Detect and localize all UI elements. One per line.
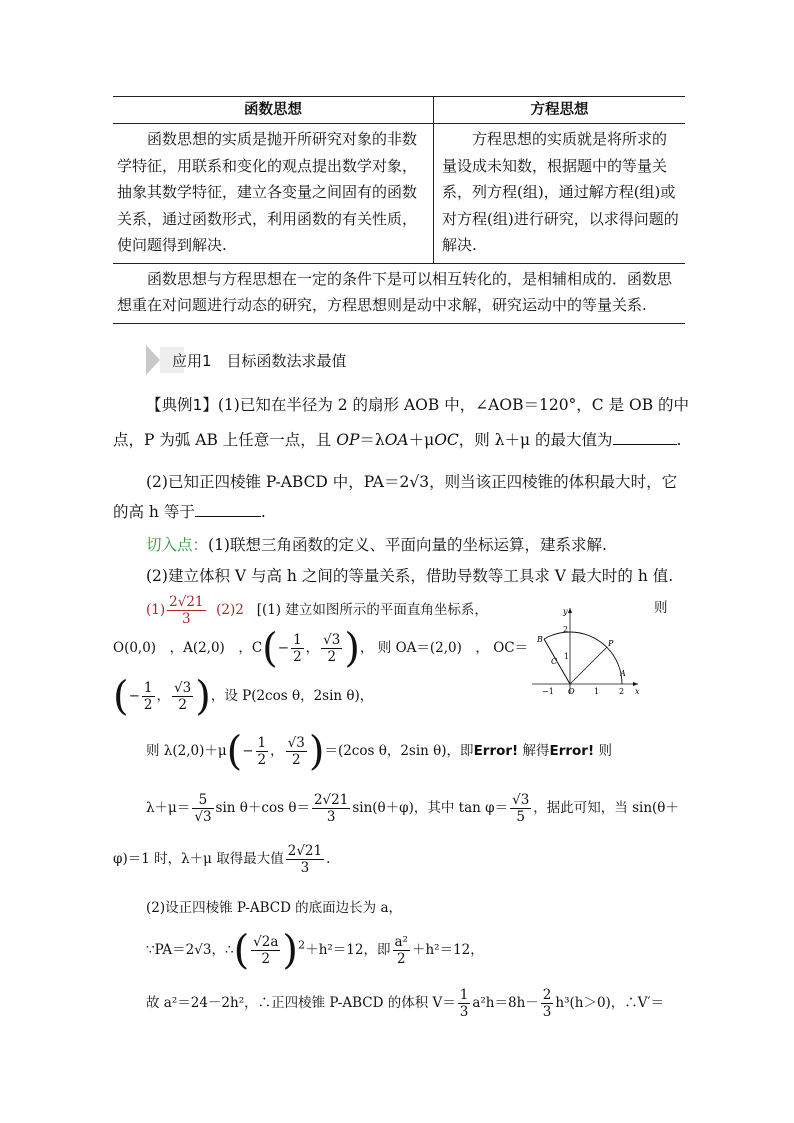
svg-text:y: y bbox=[563, 607, 568, 616]
segment-op bbox=[570, 647, 607, 684]
table-cell-equation: 方程思想的实质就是将所求的量设成未知数，根据题中的等量关系，列方程(组)，通过解方程(组)或对方程(组)进行研究，以求得问题的解决. bbox=[442, 130, 679, 254]
hint-label: 切入点： bbox=[146, 536, 209, 554]
page: 函数思想 方程思想 函数思想的实质是抛开所研究对象的非数学特征，用联系和变化的观点提出数学对象，抽象其数学特征，建立各变量之间固有的函数关系，通过函数形式，利用函数的有关性质，使问题得到解决. 方程思想的实质就是将所求的量设成未知数，根据题中的等量关系，列方程(组)，通过解方程(组)或对方程(组)进行研究，以求得问题的解决. 函数思想与方程思想在一定的条件下是可以相互转化的，是相辅相成的．函数思想重在对问题进行动态的研究，方程思想则是动中求解，研究运动中的等量关系. 应用1 目标函数法求最值 【典例1】(1)已知在半径为 2 的扇形 AOB 中，∠AOB＝120°，C 是 OB 的中 点，P 为弧 AB 上任意一点，且 OP＝λOA＋μOC，则 λ＋μ 的最大值为 . (2)已知正四棱锥 P-ABCD 中，PA＝2√3，则当该正四棱锥的体积最大时，它 的高 h 等于 . 切入点：(1)联想三角函数的定义、平面向量的坐标运算，建系求解. (2)建立体积 V 与高 h 之间的等量关系，借助导数等工具求 V 最大时的 h 值. (1) $\frac{2√21}{3}$ (2)2 [(1) 建立如图所示的平面直角坐标系， 则 O(0,0) ，A(2,0) ，C(− $\frac{1}{2}$ ， $\frac{√3}{2}$ )， 则 OA＝(2,0) ， OC＝ (− $\frac{1}{2}$ ， $\frac{√3}{2}$ )，设 P(2cos θ，2sin θ)， 则 λ(2,0)＋μ(− $\frac{1}{2}$ ， $\frac{√3}{2}$ )＝(2cos θ，2sin θ)，即Error! 解得Error! 则 λ＋μ＝ $\frac{5}{√3}$ sin θ＋cos θ＝ $\frac{2√21}{3}$ sin(θ＋φ)，其中 tan φ＝ $\frac{√3}{5}$ ，据此可知，当 sin(θ＋ φ)＝1 时，λ＋μ 取得最大值 $\frac{2√21}{3}$ . (2)设正四棱锥 P-ABCD 的底面边长为 a， ∵PA＝2√3，∴( $\frac{√2a}{2}$ )$^2$＋h²＝12，即 $\frac{\text{a²}}{2}$ ＋h²＝12， 故 a²＝24－2h²，∴正四棱锥 P-ABCD 的体积 V＝ $\frac{1}{3}$ a²h＝8h－ $\frac{2}{3}$ h³(h＞0)，∴V′＝ x y B C P A O 2 1 −1 1 2 bbox=[0, 0, 794, 1123]
x-axis-arrow-icon bbox=[633, 682, 638, 686]
svg-text:x: x bbox=[635, 687, 640, 696]
hint-line-1: 切入点：(1)联想三角函数的定义、平面向量的坐标运算，建系求解. bbox=[146, 536, 607, 554]
section-title: 应用1 目标函数法求最值 bbox=[172, 352, 347, 370]
svg-text:C: C bbox=[551, 657, 558, 666]
example-line-3: (2)已知正四棱锥 P-ABCD 中，PA＝2√3，则当该正四棱锥的体积最大时，它 bbox=[146, 473, 678, 491]
svg-text:P: P bbox=[608, 639, 614, 648]
answer-line-1: (1) $\frac{2√21}{3}$ (2)2 [(1) 建立如图所示的平面直角坐标系， bbox=[146, 594, 488, 627]
part2-line-1: (2)设正四棱锥 P-ABCD 的底面边长为 a， bbox=[146, 900, 403, 916]
answer-line-4: 则 λ(2,0)＋μ(− $\frac{1}{2}$ ， $\frac{√3}{2}$ )＝(2cos θ，2sin θ)，即Error! 解得Error! 则 bbox=[146, 728, 612, 775]
table-footer: 函数思想与方程思想在一定的条件下是可以相互转化的，是相辅相成的．函数思想重在对问题进行动态的研究，方程思想则是动中求解，研究运动中的等量关系. bbox=[113, 264, 685, 324]
part2-line-3: 故 a²＝24－2h²，∴正四棱锥 P-ABCD 的体积 V＝ $\frac{1}{3}$ a²h＝8h－ $\frac{2}{3}$ h³(h＞0)，∴V′＝ bbox=[146, 987, 665, 1020]
svg-text:2: 2 bbox=[619, 687, 625, 696]
example-line-4: 的高 h 等于 . bbox=[113, 503, 266, 521]
table-header-function: 函数思想 bbox=[113, 97, 434, 124]
svg-text:2: 2 bbox=[563, 625, 569, 634]
answer-blank-1 bbox=[613, 430, 677, 445]
comparison-table bbox=[113, 96, 685, 324]
svg-text:B: B bbox=[537, 635, 543, 644]
y-axis-arrow-icon bbox=[568, 608, 572, 613]
hint-line-2: (2)建立体积 V 与高 h 之间的等量关系，借助导数等工具求 V 最大时的 h 值. bbox=[146, 567, 674, 585]
svg-text:−1: −1 bbox=[542, 687, 554, 696]
example-line-1: 【典例1】(1)已知在半径为 2 的扇形 AOB 中，∠AOB＝120°，C 是 OB 的中 bbox=[146, 396, 690, 414]
answer-line-5: λ＋μ＝ $\frac{5}{√3}$ sin θ＋cos θ＝ $\frac{2√21}{3}$ sin(θ＋φ)，其中 tan φ＝ $\frac{√3}{5}$ ，据此可知，当 sin(θ＋ bbox=[146, 792, 679, 825]
part2-line-2: ∵PA＝2√3，∴( $\frac{√2a}{2}$ )$^2$＋h²＝12，即 $\frac{\text{a²}}{2}$ ＋h²＝12， bbox=[146, 927, 484, 974]
answer-line-3: (− $\frac{1}{2}$ ， $\frac{√3}{2}$ )，设 P(2cos θ，2sin θ)， bbox=[113, 673, 374, 720]
example-line-2: 点，P 为弧 AB 上任意一点，且 OP＝λOA＋μOC，则 λ＋μ 的最大值为 . bbox=[113, 431, 682, 449]
answer-blank-2 bbox=[195, 502, 261, 517]
table-header-equation: 方程思想 bbox=[434, 97, 686, 124]
svg-text:1: 1 bbox=[564, 652, 570, 661]
chevron-icon bbox=[146, 345, 160, 375]
answer-line-2: O(0,0) ，A(2,0) ，C(− $\frac{1}{2}$ ， $\frac{√3}{2}$ )， 则 OA＝(2,0) ， OC＝ bbox=[113, 625, 529, 672]
table-cell-function: 函数思想的实质是抛开所研究对象的非数学特征，用联系和变化的观点提出数学对象，抽象其数学特征，建立各变量之间固有的函数关系，通过函数形式，利用函数的有关性质，使问题得到解决. bbox=[117, 130, 418, 254]
example-tag: 【典例1】 bbox=[146, 396, 218, 414]
svg-text:A: A bbox=[620, 669, 626, 678]
svg-text:1: 1 bbox=[594, 687, 600, 696]
answer-line-6: φ)＝1 时，λ＋μ 取得最大值 $\frac{2√21}{3}$ . bbox=[113, 843, 331, 876]
coordinate-figure bbox=[532, 606, 642, 696]
section-header bbox=[146, 345, 686, 375]
svg-text:O: O bbox=[568, 687, 575, 696]
vector-equation: OP＝λOA＋μOC bbox=[336, 431, 459, 449]
